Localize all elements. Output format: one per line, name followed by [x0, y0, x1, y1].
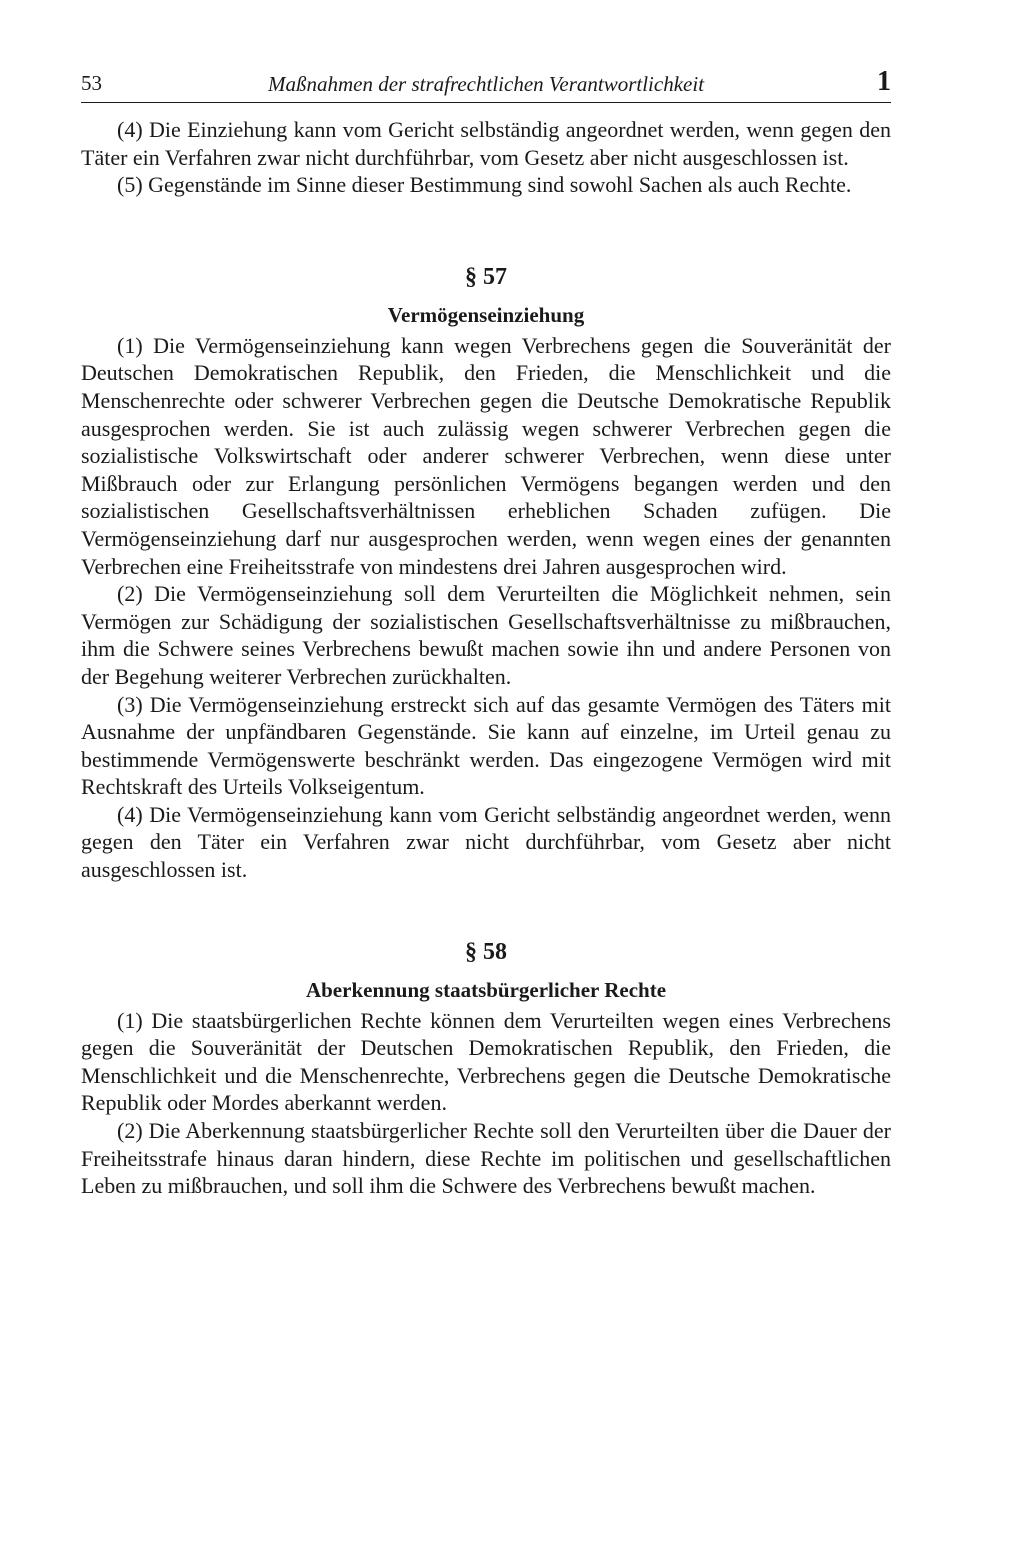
- document-page: [81, 68, 891, 1200]
- paragraph: (1) Die staatsbürgerlichen Rechte können dem Verurteilten wegen eines Verbrechens gegen die Souveränität der Deutschen Demokratischen Republik, den Frieden, die Menschlichkeit und die Menschenrechte, Verbrechens gegen die Deutsche Demokratische Republik oder Mordes aberkannt werden.: [81, 1007, 891, 1116]
- paragraph: (2) Die Aberkennung staatsbürgerlicher Rechte soll den Verurteilten über die Dauer der Freiheitsstrafe hinaus daran hindern, diese Rechte im politischen und gesellschaftlichen Leben zu mißbrauchen, und soll ihm die Schwere des Verbrechens bewußt machen.: [81, 1118, 891, 1199]
- section-number: § 58: [465, 938, 507, 965]
- intro-block: [81, 116, 891, 199]
- chapter-number: 1: [877, 66, 891, 97]
- section-58: [81, 937, 891, 1200]
- paragraph: (5) Gegenstände im Sinne dieser Bestimmung sind sowohl Sachen als auch Rechte.: [117, 172, 852, 198]
- paragraph: (1) Die Vermögenseinziehung kann wegen Verbrechens gegen die Souveränität der Deutschen Demokratischen Republik, den Frieden, die Menschlichkeit und die Menschenrechte oder schwerer Verbrechen gegen die Deutsche Demokratische Republik ausgesprochen werden. Sie ist auch zulässig wegen schwerer Verbrechen gegen die sozialistische Volkswirtschaft oder anderer schwerer Verbrechen, wenn diese unter Mißbrauch oder zur Erlangung persönlichen Vermögens begangen werden und den sozialistischen Gesellschaftsverhältnissen erheblichen Schaden zufügen. Die Vermögenseinziehung darf nur ausgesprochen werden, wenn wegen eines der genannten Verbrechen eine Freiheitsstrafe von mindestens drei Jahren ausgesprochen wird.: [81, 332, 891, 579]
- running-header: [81, 68, 891, 103]
- section-57: [81, 262, 891, 884]
- running-title: Maßnahmen der strafrechtlichen Verantwortlichkeit: [267, 72, 705, 96]
- paragraph: (4) Die Vermögenseinziehung kann vom Gericht selbständig angeordnet werden, wenn gegen den Täter ein Verfahren zwar nicht durchführbar, vom Gesetz aber nicht ausgeschlossen ist.: [81, 801, 891, 883]
- paragraph: (2) Die Vermögenseinziehung soll dem Verurteilten die Möglichkeit nehmen, sein Vermögen zur Schädigung der sozialistischen Gesellschaftsverhältnisse zu mißbrauchen, ihm die Schwere seines Verbrechens bewußt machen sowie ihn und andere Personen von der Begehung weiterer Verbrechen zurückhalten.: [81, 581, 891, 689]
- paragraph: (4) Die Einziehung kann vom Gericht selbständig angeordnet werden, wenn gegen den Täter ein Verfahren zwar nicht durchführbar, vom Gesetz aber nicht ausgeschlossen ist.: [81, 117, 891, 170]
- paragraph: (3) Die Vermögenseinziehung erstreckt sich auf das gesamte Vermögen des Täters mit Ausnahme der unpfändbaren Gegenstände. Sie kann auf einzelne, im Urteil genau zu bestimmende Vermögenswerte beschränkt werden. Das eingezogene Vermögen wird mit Rechtskraft des Urteils Volkseigentum.: [81, 691, 891, 800]
- section-title: Vermögenseinziehung: [387, 302, 585, 327]
- page-number: 53: [81, 71, 102, 95]
- section-number: § 57: [465, 263, 507, 290]
- section-title: Aberkennung staatsbürgerlicher Rechte: [305, 977, 667, 1002]
